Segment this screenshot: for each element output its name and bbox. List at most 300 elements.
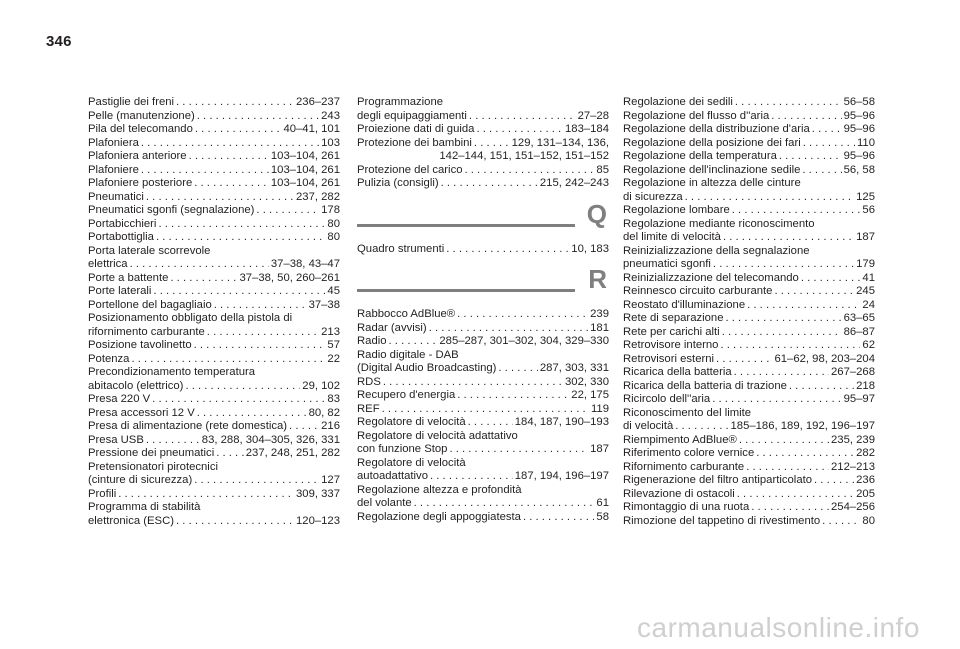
page-refs: 95–96 [843,123,875,135]
leader-dots [194,474,319,488]
page-refs: 179 [856,258,875,270]
leader-dots [256,204,319,218]
page-refs: 216 [321,420,340,432]
page-refs: 236–237 [296,96,340,108]
index-term: Profili [88,487,117,500]
index-column-2 [357,96,609,524]
page-refs: 63–65 [843,312,875,324]
index-term: Riferimento colore vernice [623,447,755,459]
page-refs: 45 [327,285,340,297]
index-entry [357,137,609,164]
leader-dots [289,420,319,434]
index-entry [357,349,609,376]
index-line [357,243,609,257]
leader-dots [746,461,829,475]
index-term-line: Precondizionamento temperatura [88,366,256,378]
index-line [623,299,875,313]
index-term: pneumatici sgonfi [623,258,711,270]
index-entry [357,335,609,349]
index-term: degli equipaggiamenti [357,109,467,122]
page-refs: 83, 288, 304–305, 326, 331 [201,433,340,446]
index-line [88,110,340,124]
leader-dots [441,177,538,191]
index-entry [88,461,340,488]
leader-dots [476,123,563,137]
leader-dots [195,123,282,137]
index-line [623,501,875,515]
index-entry [623,312,875,326]
index-entry [357,96,609,123]
leader-dots [429,322,588,336]
index-term-line: Riconoscimento del limite [623,406,752,419]
leader-dots [131,353,325,367]
index-line [88,434,340,448]
leader-dots [457,389,569,403]
index-term: elettronica (ESC) [88,514,175,527]
index-term-line: Radio digitale - DAB [357,348,459,361]
index-entry [623,339,875,353]
index-line [623,272,875,286]
page-refs: 103–104, 261 [270,150,340,162]
index-term: Pastiglie dei freni [88,96,175,108]
page-refs: 120–123 [296,514,340,527]
index-entry [623,204,875,218]
page-refs: 181 [590,321,609,334]
leader-dots [146,434,200,448]
index-term: Pelle (manutenzione) [88,109,195,122]
page-refs: 61 [596,497,609,509]
index-entry [88,150,340,164]
index-line [357,123,609,137]
leader-dots [789,380,854,394]
index-entry [623,380,875,394]
index-term: Potenza [88,352,130,365]
index-line [623,258,875,272]
leader-dots [176,96,294,110]
index-entry [88,447,340,461]
index-line [623,312,875,326]
index-line [88,218,340,232]
leader-dots [152,393,325,407]
index-term: con funzione Stop [357,443,448,455]
index-term: Rigenerazione del filtro antiparticolato [623,474,813,486]
leader-dots [465,164,595,178]
index-line [623,123,875,137]
index-term: Pila del telecomando [88,123,193,135]
index-line [623,461,875,475]
index-term-line: Programma di stabilità [88,501,201,513]
index-term: Retrovisore interno [623,339,719,351]
index-entry [357,389,609,403]
index-line [623,420,875,434]
index-term: Protezione del carico [357,163,463,176]
page-refs: 254–256 [831,501,875,513]
page-refs: 37–38 [308,298,340,311]
page-refs: 187, 194, 196–197 [514,470,609,482]
page-refs: 213 [321,325,340,338]
index-term: Recupero d'energia [357,389,456,401]
index-term: Pulizia (consigli) [357,177,439,189]
index-entry [88,177,340,191]
index-term: Reinizializzazione del telecomando [623,271,799,284]
index-term: del limite di velocità [623,231,721,243]
leader-dots [197,110,319,124]
index-entry [357,457,609,484]
index-entry [623,515,875,529]
index-line [357,308,609,322]
index-line [623,150,875,164]
leader-dots [158,218,325,232]
index-entry [623,150,875,164]
index-entry [623,434,875,448]
index-entry [623,218,875,245]
index-term-line: Pretensionatori pirotecnici [88,460,218,473]
leader-dots [153,285,325,299]
index-line [623,204,875,218]
index-term: (cinture di sicurezza) [88,474,193,486]
index-term: Radio [357,335,387,347]
index-column-3 [623,96,875,528]
index-term: Rabbocco AdBlue® [357,308,456,320]
page-refs: 10, 183 [571,242,609,255]
page-refs: 236 [856,474,875,486]
leader-dots [716,353,772,367]
index-term-line: Posizionamento obbligato della pistola di [88,312,293,324]
index-entry [88,501,340,528]
index-entry [357,430,609,457]
index-line [88,353,340,367]
index-term: di velocità [623,420,674,432]
page-refs: 29, 102 [302,379,340,392]
page-refs: 183–184 [565,123,609,135]
index-line [357,470,609,484]
index-line [88,488,340,502]
index-entry [623,285,875,299]
page-refs: 245 [856,285,875,297]
index-entry [88,339,340,353]
index-term: Pneumatici sgonfi (segnalazione) [88,204,255,216]
index-entry [88,204,340,218]
index-term: Rete di separazione [623,312,724,324]
index-term: Rimontaggio di una ruota [623,501,750,513]
index-entry [88,366,340,393]
index-term: Posizione tavolinetto [88,339,192,351]
index-term: Protezione dei bambini [357,136,472,149]
index-line [623,285,875,299]
index-entry [623,326,875,340]
index-term-line: Regolazione altezza e profondità [357,483,522,496]
index-line [623,474,875,488]
index-line [357,376,609,390]
index-line [357,443,609,457]
page-refs: 83 [327,393,340,405]
leader-dots [130,258,269,272]
index-line [623,380,875,394]
index-term: Presa 220 V [88,393,151,405]
index-line [88,339,340,353]
page-refs: 95–97 [843,393,875,405]
leader-dots [725,312,841,326]
page-refs: 62 [862,339,875,351]
leader-dots [774,285,854,299]
page-refs: 95–96 [843,150,875,162]
page-refs: 185–186, 189, 192, 196–197 [730,420,875,432]
index-entry [623,407,875,434]
index-entry [357,376,609,390]
index-line [88,272,340,286]
index-term-line: Reinizializzazione della segnalazione [623,244,810,257]
index-line [88,420,340,434]
leader-dots [457,308,588,322]
index-term: elettrica [88,258,128,270]
leader-dots [713,258,854,272]
index-line [357,511,609,525]
page-refs: 178 [321,204,340,216]
index-term: del volante [357,497,412,509]
index-term: di sicurezza [623,190,683,203]
index-line [623,164,875,178]
index-term: Radar (avvisi) [357,321,427,334]
index-term-line: Regolatore di velocità adattativo [357,429,518,442]
index-term: Portabicchieri [88,217,157,230]
section-letter: R [588,264,607,294]
index-line [88,191,340,205]
index-entry [88,353,340,367]
index-term: (Digital Audio Broadcasting) [357,362,497,374]
leader-dots [176,515,294,529]
index-term: Plafoniera anteriore [88,150,187,162]
leader-dots [197,407,307,421]
index-entry [623,137,875,151]
index-line [88,393,340,407]
index-term: Pressione dei pneumatici [88,447,215,459]
index-term: abitacolo (elettrico) [88,379,184,392]
page-refs-continuation: 142–144, 151, 151–152, 151–152 [439,150,609,162]
letter-separator [357,264,609,304]
index-term: Rilevazione di ostacoli [623,487,735,500]
index-term: Regolazione degli appoggiatesta [357,510,521,523]
index-entry [357,484,609,511]
leader-dots [446,243,569,257]
page-refs: 237, 248, 251, 282 [245,447,340,459]
index-entry [357,308,609,322]
leader-dots [756,447,854,461]
watermark: carmanualsonline.info [637,612,920,643]
index-column-1 [88,96,340,528]
page-refs: 129, 131–134, 136, [511,136,609,149]
index-term: Quadro strumenti [357,242,445,255]
index-entry [623,110,875,124]
page-refs: 27–28 [577,109,609,122]
page-number: 346 [46,33,72,50]
leader-dots [720,339,860,353]
index-entry [88,231,340,245]
index-term: Presa accessori 12 V [88,406,195,419]
index-term: Plafoniere posteriore [88,177,193,189]
index-line [88,326,340,340]
index-line [88,177,340,191]
index-line [88,231,340,245]
index-entry [357,243,609,257]
index-entry [357,403,609,417]
page-refs: 215, 242–243 [539,177,609,189]
leader-dots [118,488,294,502]
leader-dots [779,150,842,164]
leader-dots [523,511,594,525]
index-entry [88,393,340,407]
leader-dots [814,474,854,488]
index-entry [357,322,609,336]
leader-dots [389,335,438,349]
index-term: RDS [357,375,381,388]
leader-dots [734,366,829,380]
section-letter: Q [586,198,607,229]
page-refs: 187 [590,443,609,455]
index-term-line: Regolazione mediante riconoscimento [623,217,815,230]
index-term: Rimozione del tappetino di rivestimento [623,514,821,527]
leader-dots [189,150,269,164]
leader-dots [194,339,326,353]
page-refs: 218 [856,379,875,392]
index-term: rifornimento carburante [88,325,205,338]
index-term: Regolatore di velocità [357,416,466,428]
index-term: Portabottiglia [88,231,154,243]
index-term: Plafoniera [88,136,139,149]
leader-dots [747,299,860,313]
index-line [623,366,875,380]
index-line [88,515,340,529]
index-line [357,389,609,403]
index-entry [357,416,609,430]
index-term: Regolazione della temperatura [623,150,777,162]
index-entry [623,474,875,488]
index-term: Ricircolo dell''aria [623,393,711,405]
index-entry [88,434,340,448]
page-refs: 127 [321,474,340,486]
page-refs: 205 [856,487,875,500]
page-refs: 267–268 [831,366,875,378]
index-entry [357,177,609,191]
index-term: Reostato d'illuminazione [623,298,746,311]
letter-separator [357,198,609,239]
leader-dots [414,497,595,511]
index-term: Regolazione del flusso d''aria [623,109,770,122]
leader-dots [430,470,513,484]
leader-dots [801,272,861,286]
index-line [88,407,340,421]
index-line [88,258,340,272]
page-refs: 80, 82 [308,406,340,419]
index-term: Proiezione dati di guida [357,123,475,135]
index-line [623,434,875,448]
index-term-line: Programmazione [357,96,444,108]
leader-dots [732,204,861,218]
index-line [623,191,875,205]
index-term: Presa USB [88,433,144,446]
page-refs: 24 [862,298,875,311]
page-refs: 22, 175 [571,389,609,401]
page-refs: 309, 337 [296,487,340,500]
page-refs: 125 [856,190,875,203]
index-entry [623,177,875,204]
leader-dots [737,488,854,502]
index-term: Rifornimento carburante [623,460,745,473]
index-term: Rete per carichi alti [623,325,720,338]
page-refs: 37–38, 50, 260–261 [239,271,340,284]
index-entry [623,299,875,313]
page-refs: 103–104, 261 [270,163,340,176]
index-line [623,96,875,110]
index-entry [623,164,875,178]
index-term: Ricarica della batteria di trazione [623,379,787,392]
index-line [623,110,875,124]
index-term: Reinnesco circuito carburante [623,285,773,297]
index-line [357,322,609,336]
leader-dots [449,443,588,457]
index-line [88,299,340,313]
index-line [623,137,875,151]
page-refs: 56–58 [843,96,875,108]
leader-dots [722,326,842,340]
page-refs: 187 [856,231,875,243]
index-entry [623,353,875,367]
index-line [623,393,875,407]
leader-dots [141,137,319,151]
index-term-line: Regolatore di velocità [357,456,466,469]
index-term: Retrovisori esterni [623,352,715,365]
index-line [88,137,340,151]
index-line [88,96,340,110]
leader-dots [803,137,855,151]
leader-dots [146,191,294,205]
index-line [357,362,609,376]
page-refs: 103–104, 261 [270,177,340,189]
index-line [623,488,875,502]
leader-dots [802,164,841,178]
page-refs: 61–62, 98, 203–204 [774,352,875,365]
index-entry [88,245,340,272]
page-refs: 56, 58 [843,163,875,176]
page-refs: 57 [327,339,340,351]
index-entry [357,164,609,178]
index-line [88,474,340,488]
leader-dots [771,110,841,124]
index-entry [357,511,609,525]
index-term: Ricarica della batteria [623,366,732,378]
index-line [88,285,340,299]
leader-dots [207,326,319,340]
index-line [623,447,875,461]
index-term: Porte laterali [88,285,152,297]
index-line [357,335,609,349]
leader-dots [498,362,537,376]
leader-dots [170,272,237,286]
index-term: Pneumatici [88,190,144,203]
index-entry [88,96,340,110]
page-refs: 184, 187, 190–193 [514,416,609,428]
index-term: Porte a battente [88,271,169,284]
page-refs: 239 [590,308,609,320]
index-term: autoadattativo [357,470,428,482]
leader-dots [812,123,842,137]
index-entry [88,218,340,232]
leader-dots [739,434,829,448]
leader-dots [383,376,563,390]
page-refs: 56 [862,204,875,216]
index-line [357,164,609,178]
index-term: REF [357,402,380,415]
index-entry [88,488,340,502]
